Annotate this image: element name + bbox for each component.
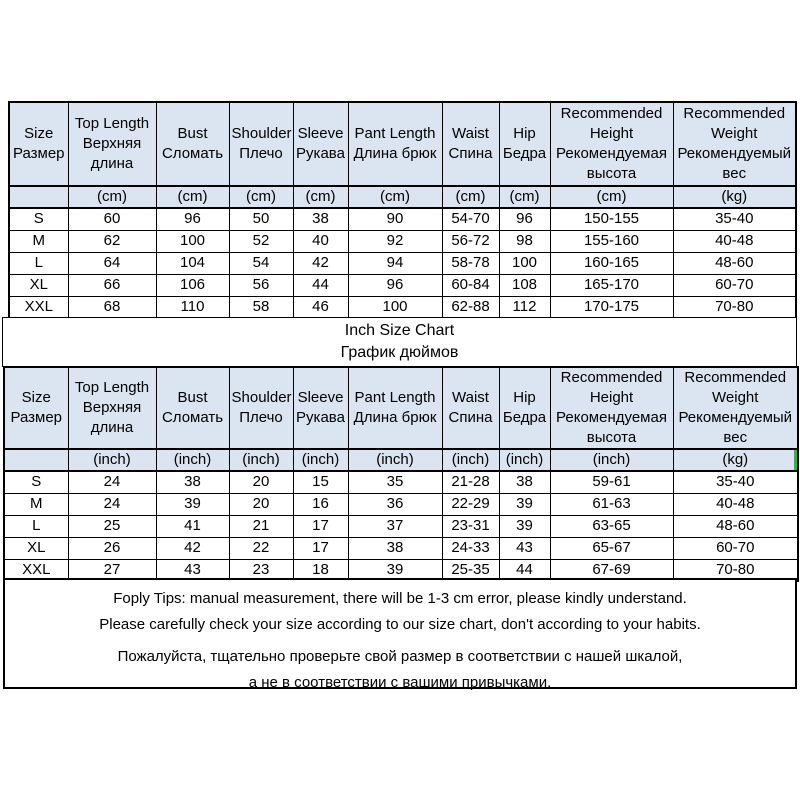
measurement-cell: 40-48 (673, 230, 796, 252)
unit-cell: (inch) (499, 449, 550, 471)
size-label-cell: XL (4, 537, 68, 559)
column-header (293, 367, 348, 449)
measurement-cell: 39 (499, 493, 550, 515)
measurement-cell: 43 (156, 559, 229, 581)
unit-cell: (inch) (442, 449, 499, 471)
measurement-cell: 38 (348, 537, 442, 559)
unit-cell: (cm) (348, 186, 442, 208)
measurement-cell: 56 (229, 274, 293, 296)
measurement-cell: 17 (293, 537, 348, 559)
measurement-cell: 44 (293, 274, 348, 296)
column-header-ru: Спина (448, 145, 493, 162)
column-header-ru: Плечо (239, 145, 283, 162)
column-header-en: Recommended Weight (684, 369, 787, 406)
column-header-en: Hip (513, 389, 536, 406)
measurement-cell: 23-31 (442, 515, 499, 537)
measurement-cell: 25-35 (442, 559, 499, 581)
measurement-cell: 22 (229, 537, 293, 559)
column-header-ru: Размер (12, 145, 65, 162)
column-header-ru: Рекомендуемый вес (677, 145, 792, 182)
measurement-cell: 44 (499, 559, 550, 581)
measurement-cell: 41 (156, 515, 229, 537)
measurement-cell: 63-65 (550, 515, 673, 537)
measurement-cell: 48-60 (673, 515, 798, 537)
measurement-cell: 43 (499, 537, 550, 559)
measurement-cell: 56-72 (442, 230, 499, 252)
measurement-cell: 35-40 (673, 208, 796, 230)
tips-russian (5, 644, 795, 696)
measurement-cell: 155-160 (550, 230, 673, 252)
measurement-cell: 90 (348, 208, 442, 230)
column-header (673, 102, 796, 186)
inch-header-row (4, 367, 798, 449)
unit-cell: (cm) (229, 186, 293, 208)
column-header (229, 367, 293, 449)
inch-units-row (4, 449, 798, 471)
inch-chart-band (2, 317, 797, 367)
tips-english (5, 586, 795, 638)
column-header-ru: Верхняя длина (82, 399, 142, 436)
unit-cell: (cm) (68, 186, 156, 208)
size-label-cell: XL (9, 274, 68, 296)
column-header-ru: Спина (448, 409, 493, 426)
measurement-cell: 23 (229, 559, 293, 581)
measurement-cell: 96 (156, 208, 229, 230)
size-label-cell: M (9, 230, 68, 252)
size-row (9, 208, 796, 230)
measurement-cell: 16 (293, 493, 348, 515)
measurement-cell: 48-60 (673, 252, 796, 274)
measurement-cell: 39 (499, 515, 550, 537)
tips-line-ru-2: а не в соответствии с вашими привычками. (248, 674, 552, 691)
unit-cell: (cm) (499, 186, 550, 208)
column-header-ru: Длина брюк (353, 409, 437, 426)
measurement-cell: 46 (293, 296, 348, 318)
tips-line-en-2: Please carefully check your size according to our size chart, don't according to your habits. (99, 616, 701, 633)
inch-table-grid (3, 366, 799, 582)
measurement-cell: 18 (293, 559, 348, 581)
measurement-cell: 70-80 (673, 559, 798, 581)
measurement-cell: 112 (499, 296, 550, 318)
measurement-cell: 68 (68, 296, 156, 318)
measurement-cell: 40-48 (673, 493, 798, 515)
measurement-cell: 39 (348, 559, 442, 581)
column-header-en: Waist (452, 125, 489, 142)
unit-cell: (cm) (442, 186, 499, 208)
measurement-cell: 20 (229, 471, 293, 493)
measurement-cell: 60 (68, 208, 156, 230)
measurement-cell: 21 (229, 515, 293, 537)
measurement-cell: 65-67 (550, 537, 673, 559)
measurement-cell: 42 (293, 252, 348, 274)
size-label-cell: L (4, 515, 68, 537)
column-header-ru: Сломать (161, 409, 224, 426)
column-header (442, 367, 499, 449)
measurement-cell: 17 (293, 515, 348, 537)
measurement-cell: 39 (156, 493, 229, 515)
unit-cell: (cm) (293, 186, 348, 208)
column-header-ru: Рукава (296, 145, 345, 162)
measurement-cell: 15 (293, 471, 348, 493)
measurement-cell: 92 (348, 230, 442, 252)
size-row (4, 471, 798, 493)
size-row (4, 537, 798, 559)
measurement-cell: 165-170 (550, 274, 673, 296)
unit-cell: (cm) (550, 186, 673, 208)
column-header-ru: Длина брюк (353, 145, 437, 162)
measurement-cell: 20 (229, 493, 293, 515)
cm-table-grid (8, 101, 797, 319)
column-header (348, 102, 442, 186)
size-row (9, 230, 796, 252)
measurement-cell: 96 (499, 208, 550, 230)
column-header-en: Size (21, 389, 51, 406)
column-header-en: Recommended Height (560, 369, 663, 406)
cm-header-row (9, 102, 796, 186)
unit-cell (4, 449, 68, 471)
measurement-cell: 42 (156, 537, 229, 559)
column-header (4, 367, 68, 449)
column-header (68, 102, 156, 186)
measurement-cell: 70-80 (673, 296, 796, 318)
measurement-cell: 21-28 (442, 471, 499, 493)
measurement-cell: 60-70 (673, 274, 796, 296)
measurement-cell: 62-88 (442, 296, 499, 318)
measurement-cell: 22-29 (442, 493, 499, 515)
measurement-cell: 60-70 (673, 537, 798, 559)
unit-cell: (kg) (673, 186, 796, 208)
measurement-cell: 160-165 (550, 252, 673, 274)
measurement-cell: 38 (499, 471, 550, 493)
column-header-ru: Бедра (502, 409, 547, 426)
unit-cell: (inch) (156, 449, 229, 471)
unit-cell: (inch) (68, 449, 156, 471)
size-row (9, 274, 796, 296)
measurement-cell: 100 (499, 252, 550, 274)
column-header-ru: Рекомендуемая высота (556, 409, 667, 446)
measurement-cell: 106 (156, 274, 229, 296)
column-header-en: Sleeve (297, 125, 344, 142)
column-header-en: Pant Length (354, 389, 436, 406)
band-title-en: Inch Size Chart (344, 322, 455, 339)
measurement-cell: 58-78 (442, 252, 499, 274)
column-header-en: Shoulder (231, 125, 292, 142)
measurement-cell: 108 (499, 274, 550, 296)
column-header-ru: Плечо (239, 409, 283, 426)
measurement-cell: 52 (229, 230, 293, 252)
tips-line-en-1: Foply Tips: manual measurement, there will be 1-3 cm error, please kindly understand. (113, 590, 687, 607)
column-header (499, 102, 550, 186)
size-label-cell: S (4, 471, 68, 493)
measurement-cell: 35-40 (673, 471, 798, 493)
measurement-cell: 150-155 (550, 208, 673, 230)
measurement-cell: 98 (499, 230, 550, 252)
unit-cell: (inch) (550, 449, 673, 471)
measurement-cell: 27 (68, 559, 156, 581)
tips-footer (3, 578, 797, 689)
measurement-cell: 26 (68, 537, 156, 559)
measurement-cell: 61-63 (550, 493, 673, 515)
measurement-cell: 64 (68, 252, 156, 274)
measurement-cell: 25 (68, 515, 156, 537)
column-header (673, 367, 798, 449)
column-header-ru: Верхняя длина (82, 135, 142, 172)
measurement-cell: 67-69 (550, 559, 673, 581)
column-header (68, 367, 156, 449)
column-header-en: Recommended Weight (683, 105, 786, 142)
column-header (550, 102, 673, 186)
measurement-cell: 24 (68, 493, 156, 515)
column-header-en: Top Length (74, 379, 150, 396)
unit-cell: (inch) (293, 449, 348, 471)
size-row (4, 493, 798, 515)
cm-size-table (8, 101, 797, 319)
measurement-cell: 38 (293, 208, 348, 230)
column-header-ru: Рекомендуемая высота (556, 145, 667, 182)
column-header-ru: Рекомендуемый вес (678, 409, 793, 446)
measurement-cell: 96 (348, 274, 442, 296)
cm-units-row (9, 186, 796, 208)
measurement-cell: 104 (156, 252, 229, 274)
measurement-cell: 94 (348, 252, 442, 274)
measurement-cell: 100 (156, 230, 229, 252)
size-row (4, 515, 798, 537)
measurement-cell: 37 (348, 515, 442, 537)
band-title-ru: График дюймов (340, 344, 459, 361)
column-header-ru: Бедра (502, 145, 547, 162)
column-header-en: Waist (452, 389, 489, 406)
unit-cell: (inch) (348, 449, 442, 471)
column-header-ru: Размер (10, 409, 63, 426)
measurement-cell: 58 (229, 296, 293, 318)
measurement-cell: 35 (348, 471, 442, 493)
measurement-cell: 170-175 (550, 296, 673, 318)
size-label-cell: L (9, 252, 68, 274)
column-header-en: Pant Length (354, 125, 436, 142)
column-header-en: Bust (177, 125, 208, 142)
column-header-ru: Сломать (161, 145, 224, 162)
size-row (9, 252, 796, 274)
measurement-cell: 54 (229, 252, 293, 274)
column-header (9, 102, 68, 186)
measurement-cell: 40 (293, 230, 348, 252)
size-label-cell: XXL (4, 559, 68, 581)
column-header (156, 102, 229, 186)
column-header (442, 102, 499, 186)
column-header-ru: Рукава (296, 409, 345, 426)
column-header-en: Shoulder (231, 389, 292, 406)
measurement-cell: 38 (156, 471, 229, 493)
column-header (229, 102, 293, 186)
column-header-en: Size (24, 125, 54, 142)
unit-cell (9, 186, 68, 208)
inch-size-table (3, 366, 799, 582)
column-header-en: Top Length (74, 115, 150, 132)
measurement-cell: 50 (229, 208, 293, 230)
size-row (9, 296, 796, 318)
column-header-en: Sleeve (297, 389, 344, 406)
measurement-cell: 66 (68, 274, 156, 296)
measurement-cell: 110 (156, 296, 229, 318)
column-header (348, 367, 442, 449)
column-header (293, 102, 348, 186)
column-header (550, 367, 673, 449)
measurement-cell: 54-70 (442, 208, 499, 230)
measurement-cell: 24 (68, 471, 156, 493)
column-header-en: Recommended Height (560, 105, 663, 142)
column-header-en: Hip (513, 125, 536, 142)
measurement-cell: 24-33 (442, 537, 499, 559)
unit-cell: (cm) (156, 186, 229, 208)
size-label-cell: S (9, 208, 68, 230)
measurement-cell: 60-84 (442, 274, 499, 296)
unit-cell: (kg) (673, 449, 798, 471)
column-header (156, 367, 229, 449)
measurement-cell: 36 (348, 493, 442, 515)
measurement-cell: 100 (348, 296, 442, 318)
size-label-cell: M (4, 493, 68, 515)
column-header-en: Bust (177, 389, 208, 406)
measurement-cell: 62 (68, 230, 156, 252)
column-header (499, 367, 550, 449)
unit-cell: (inch) (229, 449, 293, 471)
measurement-cell: 59-61 (550, 471, 673, 493)
tips-line-ru-1: Пожалуйста, тщательно проверьте свой размер в соответствии с нашей шкалой, (117, 648, 683, 665)
size-label-cell: XXL (9, 296, 68, 318)
